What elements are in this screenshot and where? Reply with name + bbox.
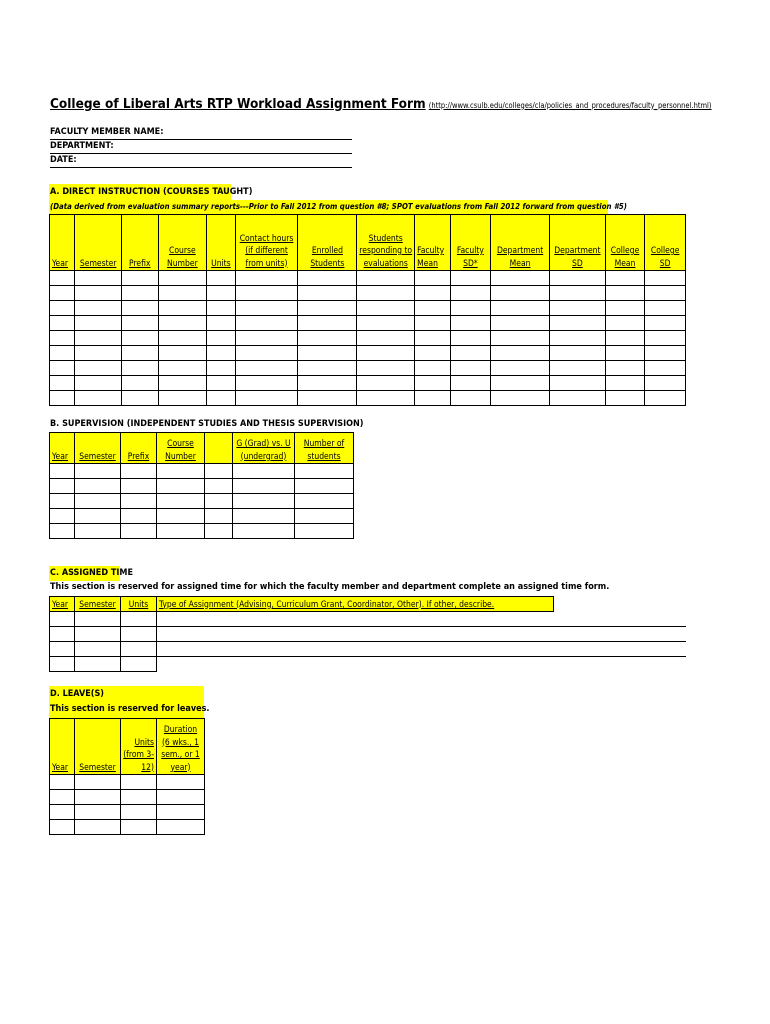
table-cell[interactable] [158, 301, 207, 316]
table-cell[interactable] [450, 331, 491, 346]
table-cell[interactable] [605, 361, 645, 376]
table-cell[interactable] [605, 391, 645, 406]
table-cell[interactable] [122, 286, 159, 301]
table-cell[interactable] [235, 286, 298, 301]
table-cell[interactable] [122, 376, 159, 391]
direct-instruction-table [49, 214, 686, 406]
table-cell[interactable] [298, 301, 357, 316]
section-b-heading: B. SUPERVISION (INDEPENDENT STUDIES AND THESIS SUPERVISION) [50, 419, 364, 429]
table-cell[interactable] [450, 301, 491, 316]
table-cell[interactable] [450, 271, 491, 286]
table-cell[interactable] [233, 524, 295, 539]
table-cell[interactable] [122, 346, 159, 361]
table-cell[interactable] [491, 346, 550, 361]
col-semester: Semester [75, 215, 122, 271]
table-cell[interactable] [50, 464, 75, 479]
table-cell[interactable] [235, 331, 298, 346]
table-cell[interactable] [121, 479, 157, 494]
department-field[interactable]: DEPARTMENT: [50, 140, 352, 154]
table-cell[interactable] [50, 301, 75, 316]
table-cell[interactable] [75, 271, 122, 286]
table-cell[interactable] [550, 301, 606, 316]
table-cell[interactable] [158, 286, 207, 301]
table-cell[interactable] [298, 316, 357, 331]
table-row [50, 271, 686, 286]
table-cell[interactable] [75, 494, 121, 509]
table-cell[interactable] [357, 391, 415, 406]
table-row [50, 524, 354, 539]
table-cell[interactable] [75, 391, 122, 406]
table-cell[interactable] [295, 509, 354, 524]
table-cell[interactable] [122, 361, 159, 376]
table-row [50, 805, 205, 820]
table-cell[interactable] [122, 331, 159, 346]
table-cell[interactable] [50, 331, 75, 346]
col-year: Year [50, 597, 75, 612]
table-cell[interactable] [491, 316, 550, 331]
table-cell[interactable] [298, 286, 357, 301]
table-cell[interactable] [491, 391, 550, 406]
table-cell[interactable] [75, 286, 122, 301]
section-a-heading: A. DIRECT INSTRUCTION (COURSES TAUGHT) [49, 184, 231, 200]
table-cell[interactable] [157, 805, 205, 820]
table-cell[interactable] [415, 331, 451, 346]
table-cell[interactable] [645, 376, 686, 391]
table-cell[interactable] [357, 331, 415, 346]
table-cell[interactable] [121, 657, 157, 672]
col-faculty-sd: Faculty SD* [450, 215, 491, 271]
table-cell[interactable] [50, 820, 75, 835]
table-cell[interactable] [357, 346, 415, 361]
table-cell[interactable] [75, 361, 122, 376]
table-cell[interactable] [205, 479, 233, 494]
table-cell[interactable] [75, 331, 122, 346]
col-department-sd: Department SD [550, 215, 606, 271]
col-college-mean: College Mean [605, 215, 645, 271]
table-cell[interactable] [205, 464, 233, 479]
col-contact-hours: Contact hours (if different from units) [235, 215, 298, 271]
table-cell[interactable] [158, 271, 207, 286]
col-enrolled-students: Enrolled Students [298, 215, 357, 271]
table-cell[interactable] [645, 301, 686, 316]
table-cell[interactable] [207, 376, 235, 391]
table-cell[interactable] [157, 509, 205, 524]
table-cell[interactable] [645, 346, 686, 361]
table-cell[interactable] [75, 376, 122, 391]
table-cell[interactable] [550, 346, 606, 361]
table-cell[interactable] [295, 464, 354, 479]
table-cell[interactable] [50, 271, 75, 286]
table-row [50, 509, 354, 524]
table-cell[interactable] [50, 524, 75, 539]
table-cell[interactable] [50, 775, 75, 790]
table-row [50, 331, 686, 346]
table-cell[interactable] [645, 391, 686, 406]
table-cell[interactable] [75, 346, 122, 361]
assigned-time-rule [157, 626, 686, 627]
table-row [50, 479, 354, 494]
table-cell[interactable] [207, 271, 235, 286]
table-row [50, 301, 686, 316]
table-cell[interactable] [157, 775, 205, 790]
table-cell[interactable] [605, 376, 645, 391]
col-blank [205, 433, 233, 464]
table-cell[interactable] [235, 316, 298, 331]
date-field[interactable]: DATE: [50, 154, 352, 168]
table-row [50, 775, 205, 790]
table-row [50, 391, 686, 406]
section-c-note: This section is reserved for assigned time for which the faculty member and department complete an assigned time form. [50, 582, 610, 592]
table-row [50, 642, 554, 657]
table-cell[interactable] [645, 316, 686, 331]
table-cell[interactable] [50, 391, 75, 406]
table-cell[interactable] [121, 494, 157, 509]
table-cell[interactable] [491, 286, 550, 301]
table-cell[interactable] [491, 376, 550, 391]
col-grad-undergrad: G (Grad) vs. U (undergrad) [233, 433, 295, 464]
table-cell[interactable] [157, 494, 205, 509]
table-cell[interactable] [605, 346, 645, 361]
table-cell[interactable] [645, 361, 686, 376]
table-cell[interactable] [158, 316, 207, 331]
table-cell[interactable] [298, 376, 357, 391]
table-cell[interactable] [605, 286, 645, 301]
table-cell[interactable] [157, 464, 205, 479]
table-cell[interactable] [75, 627, 121, 642]
table-row [50, 376, 686, 391]
table-cell[interactable] [121, 464, 157, 479]
table-cell[interactable] [75, 805, 121, 820]
col-units: Units [207, 215, 235, 271]
table-row [50, 464, 354, 479]
table-cell[interactable] [550, 391, 606, 406]
table-cell[interactable] [233, 509, 295, 524]
table-cell[interactable] [50, 509, 75, 524]
table-cell[interactable] [122, 316, 159, 331]
table-cell[interactable] [450, 316, 491, 331]
col-year: Year [50, 719, 75, 775]
table-cell[interactable] [75, 301, 122, 316]
table-cell[interactable] [50, 790, 75, 805]
faculty-name-field[interactable]: FACULTY MEMBER NAME: [50, 126, 352, 140]
table-cell[interactable] [605, 316, 645, 331]
table-cell[interactable] [205, 509, 233, 524]
table-cell[interactable] [121, 627, 157, 642]
table-cell[interactable] [50, 346, 75, 361]
table-cell[interactable] [122, 301, 159, 316]
table-row [50, 657, 554, 672]
table-cell[interactable] [121, 524, 157, 539]
table-cell[interactable] [50, 805, 75, 820]
col-semester: Semester [75, 597, 121, 612]
table-cell[interactable] [50, 494, 75, 509]
table-cell[interactable] [207, 346, 235, 361]
table-cell[interactable] [298, 346, 357, 361]
table-cell[interactable] [550, 286, 606, 301]
table-cell[interactable] [157, 524, 205, 539]
table-cell[interactable] [295, 494, 354, 509]
leaves-table [49, 718, 205, 835]
table-cell[interactable] [298, 361, 357, 376]
table-cell[interactable] [450, 391, 491, 406]
table-cell[interactable] [158, 376, 207, 391]
table-row [50, 494, 354, 509]
table-row [50, 790, 205, 805]
table-cell[interactable] [75, 820, 121, 835]
table-cell[interactable] [415, 316, 451, 331]
table-cell[interactable] [121, 790, 157, 805]
table-cell[interactable] [550, 271, 606, 286]
table-cell[interactable] [75, 464, 121, 479]
table-cell[interactable] [605, 301, 645, 316]
table-cell[interactable] [207, 286, 235, 301]
supervision-table [49, 432, 354, 539]
col-prefix: Prefix [121, 433, 157, 464]
table-cell[interactable] [450, 376, 491, 391]
table-cell[interactable] [298, 391, 357, 406]
table-cell[interactable] [50, 316, 75, 331]
table-cell[interactable] [50, 642, 75, 657]
table-cell[interactable] [235, 391, 298, 406]
table-cell[interactable] [122, 271, 159, 286]
table-cell[interactable] [233, 479, 295, 494]
table-cell[interactable] [491, 271, 550, 286]
col-number-students: Number of students [295, 433, 354, 464]
table-cell[interactable] [450, 286, 491, 301]
table-cell[interactable] [207, 316, 235, 331]
table-cell[interactable] [233, 464, 295, 479]
page-title [50, 96, 712, 112]
table-cell[interactable] [491, 331, 550, 346]
col-semester: Semester [75, 719, 121, 775]
table-cell[interactable] [235, 361, 298, 376]
table-cell[interactable] [491, 361, 550, 376]
table-cell[interactable] [50, 479, 75, 494]
table-cell[interactable] [158, 361, 207, 376]
col-faculty-mean: Faculty Mean [415, 215, 451, 271]
table-cell[interactable] [121, 820, 157, 835]
table-cell[interactable] [50, 657, 75, 672]
table-cell[interactable] [645, 286, 686, 301]
table-cell[interactable] [50, 627, 75, 642]
table-cell[interactable] [450, 346, 491, 361]
table-cell[interactable] [357, 316, 415, 331]
table-cell[interactable] [121, 509, 157, 524]
table-cell[interactable] [75, 657, 121, 672]
table-cell[interactable] [207, 301, 235, 316]
table-cell[interactable] [415, 286, 451, 301]
table-cell[interactable] [415, 301, 451, 316]
table-cell[interactable] [207, 391, 235, 406]
table-cell[interactable] [122, 391, 159, 406]
table-cell[interactable] [295, 524, 354, 539]
table-cell[interactable] [550, 316, 606, 331]
col-course-number: Course Number [158, 215, 207, 271]
section-d-heading: D. LEAVE(S) [50, 689, 104, 699]
table-cell[interactable] [550, 361, 606, 376]
table-cell[interactable] [357, 376, 415, 391]
table-cell[interactable] [645, 271, 686, 286]
col-department-mean: Department Mean [491, 215, 550, 271]
col-semester: Semester [75, 433, 121, 464]
table-cell[interactable] [50, 286, 75, 301]
col-units: Units (from 3-12) [121, 719, 157, 775]
table-cell[interactable] [121, 642, 157, 657]
col-college-sd: College SD [645, 215, 686, 271]
table-cell[interactable] [207, 331, 235, 346]
assigned-time-table [49, 596, 554, 672]
table-cell[interactable] [207, 361, 235, 376]
table-cell[interactable] [357, 361, 415, 376]
table-cell[interactable] [50, 361, 75, 376]
assigned-time-rule [157, 656, 686, 657]
table-cell[interactable] [235, 301, 298, 316]
col-assignment-type: Type of Assignment (Advising, Curriculum Grant, Coordinator, Other). If other, describe. [157, 597, 554, 612]
table-row [50, 361, 686, 376]
table-cell[interactable] [415, 271, 451, 286]
table-row [50, 346, 686, 361]
table-cell[interactable] [157, 820, 205, 835]
table-cell[interactable] [235, 271, 298, 286]
table-row [50, 627, 554, 642]
table-cell[interactable] [75, 509, 121, 524]
table-cell[interactable] [50, 376, 75, 391]
col-year: Year [50, 433, 75, 464]
table-cell[interactable] [550, 331, 606, 346]
table-cell[interactable] [75, 479, 121, 494]
table-row [50, 820, 205, 835]
table-cell[interactable] [121, 775, 157, 790]
section-c-heading: C. ASSIGNED TIME [49, 566, 120, 581]
table-cell[interactable] [75, 316, 122, 331]
table-cell[interactable] [75, 524, 121, 539]
table-cell[interactable] [158, 391, 207, 406]
table-cell[interactable] [157, 479, 205, 494]
table-cell[interactable] [205, 524, 233, 539]
table-cell[interactable] [121, 805, 157, 820]
table-cell[interactable] [158, 331, 207, 346]
table-cell[interactable] [605, 271, 645, 286]
table-row [50, 286, 686, 301]
title-url[interactable]: (http://www.csulb.edu/colleges/cla/policies_and_procedures/faculty_personnel.html) [428, 101, 712, 110]
table-cell[interactable] [233, 494, 295, 509]
table-cell[interactable] [415, 361, 451, 376]
col-units: Units [121, 597, 157, 612]
table-cell[interactable] [357, 301, 415, 316]
table-cell[interactable] [121, 612, 157, 627]
table-cell[interactable] [491, 301, 550, 316]
table-row [50, 612, 554, 627]
table-cell[interactable] [158, 346, 207, 361]
table-cell[interactable] [295, 479, 354, 494]
table-row [50, 316, 686, 331]
col-year: Year [50, 215, 75, 271]
col-students-responding: Students responding to evaluations [357, 215, 415, 271]
table-cell[interactable] [357, 271, 415, 286]
table-cell[interactable] [50, 612, 75, 627]
table-cell[interactable] [235, 376, 298, 391]
col-course-number: Course Number [157, 433, 205, 464]
table-cell[interactable] [205, 494, 233, 509]
table-cell[interactable] [75, 790, 121, 805]
section-a-note: (Data derived from evaluation summary reports---Prior to Fall 2012 from question #8; SPOT evaluations from Fall 2012 forward from question #5) [49, 200, 608, 214]
section-d-note: This section is reserved for leaves. [50, 704, 210, 714]
col-prefix: Prefix [122, 215, 159, 271]
table-cell[interactable] [550, 376, 606, 391]
table-cell[interactable] [235, 346, 298, 361]
assigned-time-rule [157, 641, 686, 642]
table-cell[interactable] [298, 331, 357, 346]
table-cell[interactable] [357, 286, 415, 301]
form-title: College of Liberal Arts RTP Workload Assignment Form [50, 96, 426, 112]
table-cell[interactable] [75, 775, 121, 790]
table-cell[interactable] [157, 790, 205, 805]
col-duration: Duration (6 wks., 1 sem., or 1 year) [157, 719, 205, 775]
table-cell[interactable] [605, 331, 645, 346]
table-cell[interactable] [645, 331, 686, 346]
table-cell[interactable] [75, 612, 121, 627]
table-cell[interactable] [298, 271, 357, 286]
table-cell[interactable] [415, 391, 451, 406]
table-cell[interactable] [415, 376, 451, 391]
table-cell[interactable] [75, 642, 121, 657]
table-cell[interactable] [450, 361, 491, 376]
table-cell[interactable] [415, 346, 451, 361]
